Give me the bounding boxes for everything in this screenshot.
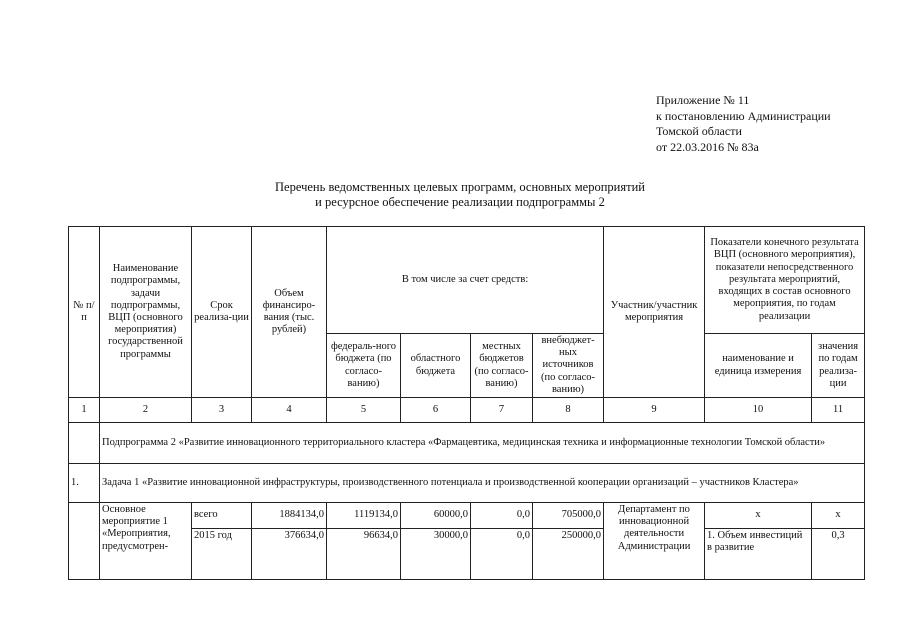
activity-extra: 705000,0 — [533, 503, 604, 529]
col-number: 11 — [812, 398, 865, 423]
header-term: Срок реализа-ции — [192, 227, 252, 398]
col-number: 7 — [471, 398, 533, 423]
appendix-line-4: от 22.03.2016 № 83а — [656, 139, 759, 154]
document-title — [180, 180, 740, 210]
header-participant: Участник/участник мероприятия — [604, 227, 705, 398]
activity-extra: 250000,0 — [533, 529, 604, 580]
activity-local: 0,0 — [471, 529, 533, 580]
header-local: местных бюджетов (по согласо-ванию) — [471, 334, 533, 398]
appendix-block — [656, 93, 831, 155]
activity-participant: Департамент по инновационной деятельности Администрации — [604, 503, 705, 580]
col-number: 1 — [69, 398, 100, 423]
header-ind-value: значения по годам реализа-ции — [812, 334, 865, 398]
appendix-line-3: Томской области — [656, 124, 742, 138]
header-num: № п/п — [69, 227, 100, 398]
col-number: 5 — [327, 398, 401, 423]
subprogram-row — [69, 423, 865, 464]
activity-ind-value: х — [812, 503, 865, 529]
col-number: 8 — [533, 398, 604, 423]
activity-ind-value: 0,3 — [812, 529, 865, 580]
activity-regional: 60000,0 — [401, 503, 471, 529]
subprogram-title: Подпрограмма 2 «Развитие инновационного территориального кластера «Фармацевтика, медицинская техника и информационные технологии Томской области» — [100, 423, 865, 464]
header-incl: В том числе за счет средств: — [327, 227, 604, 334]
header-volume: Объем финансиро-вания (тыс. рублей) — [252, 227, 327, 398]
task-row — [69, 464, 865, 503]
col-number: 3 — [192, 398, 252, 423]
activity-row-total — [69, 503, 865, 529]
header-name: Наименование подпрограммы, задачи подпрограммы, ВЦП (основного мероприятия) государственной программы — [100, 227, 192, 398]
activity-federal: 1119134,0 — [327, 503, 401, 529]
col-number: 4 — [252, 398, 327, 423]
header-extra: внебюджет-ных источников (по согласо-ванию) — [533, 334, 604, 398]
funding-table — [68, 226, 865, 580]
appendix-line-1: Приложение № 11 — [656, 93, 750, 107]
activity-num-cell — [69, 503, 100, 580]
header-federal: федераль-ного бюджета (по согласо-ванию) — [327, 334, 401, 398]
title-line-2: и ресурсное обеспечение реализации подпрограммы 2 — [315, 195, 605, 209]
header-row-1 — [69, 227, 865, 334]
header-ind-name: наименование и единица измерения — [705, 334, 812, 398]
title-line-1: Перечень ведомственных целевых программ, основных мероприятий — [275, 180, 645, 194]
activity-volume: 376634,0 — [252, 529, 327, 580]
header-regional: областного бюджета — [401, 334, 471, 398]
col-number: 9 — [604, 398, 705, 423]
activity-term: 2015 год — [192, 529, 252, 580]
column-number-row — [69, 398, 865, 423]
header-indicators: Показатели конечного результата ВЦП (основного мероприятия), показатели непосредственного результата мероприятий, входящих в состав основного мероприятия, по годам реализации — [705, 227, 865, 334]
appendix-line-2: к постановлению Администрации — [656, 108, 831, 123]
activity-federal: 96634,0 — [327, 529, 401, 580]
activity-volume: 1884134,0 — [252, 503, 327, 529]
col-number: 2 — [100, 398, 192, 423]
subprogram-num-cell — [69, 423, 100, 464]
activity-ind-name: х — [705, 503, 812, 529]
task-num: 1. — [69, 464, 100, 503]
activity-regional: 30000,0 — [401, 529, 471, 580]
activity-local: 0,0 — [471, 503, 533, 529]
activity-term: всего — [192, 503, 252, 529]
col-number: 10 — [705, 398, 812, 423]
task-title: Задача 1 «Развитие инновационной инфраструктуры, производственного потенциала и производственной кооперации организаций – участников Кластера» — [100, 464, 865, 503]
activity-ind-name: 1. Объем инвестиций в развитие — [705, 529, 812, 580]
col-number: 6 — [401, 398, 471, 423]
activity-name: Основное мероприятие 1 «Мероприятия, предусмотрен- — [100, 503, 192, 580]
